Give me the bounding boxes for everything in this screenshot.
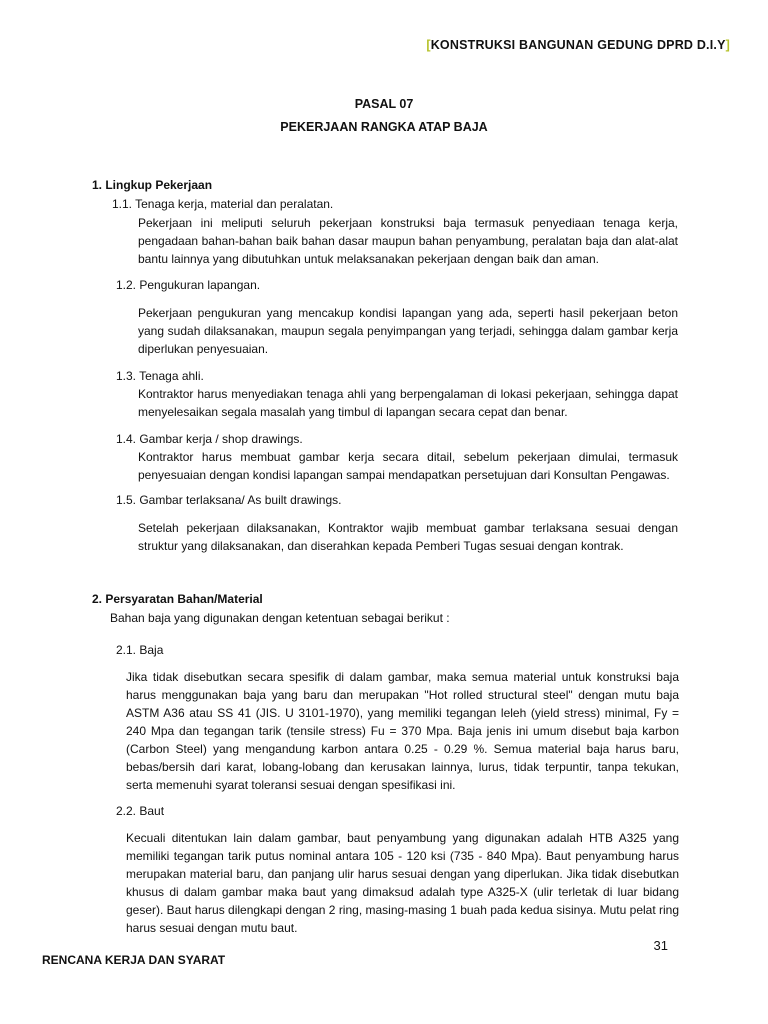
item-2-2-title: 2.2. Baut (116, 804, 165, 818)
item-1-1-text: Pekerjaan ini meliputi seluruh pekerjaan konstruksi baja termasuk penyediaan tenaga kerja, pengadaan bahan-bahan baik bahan dasar maupun bahan penyambung, peralatan baja dan alat-alat bantu lainnya yang dibutuhkan untuk melaksanakan pekerjaan dengan baik dan aman. (138, 216, 678, 266)
header-bracket-close: ] (725, 38, 730, 52)
item-2-2-text: Kecuali ditentukan lain dalam gambar, baut penyambung yang digunakan adalah HTB A325 yang memiliki tegangan tarik putus nominal antara 105 - 120 ksi (735 - 840 Mpa). Baut penyambung harus merupakan material baru, dan panjang ulir harus sesuai dengan yang diperlukan. Jika tidak disebutkan khusus di dalam gambar maka baut yang dimaksud adalah type A325-X (ulir terletak di luar bidang geser). Baut harus dilengkapi dengan 2 ring, masing-masing 1 buah pada kedua sisinya. Mutu pelat ring harus sesuai dengan mutu baut. (126, 831, 680, 935)
pasal-number: PASAL 07 (354, 97, 414, 111)
item-1-5-text: Setelah pekerjaan dilaksanakan, Kontraktor wajib membuat gambar terlaksana sesuai dengan struktur yang dilaksanakan, dan diserahkan kepada Pemberi Tugas sesuai dengan kontrak. (138, 521, 678, 553)
item-2-1-title: 2.1. Baja (116, 643, 164, 657)
section-1-heading: 1. Lingkup Pekerjaan (92, 178, 213, 192)
header-title: KONSTRUKSI BANGUNAN GEDUNG DPRD D.I.Y (430, 38, 726, 52)
item-1-2-title: 1.2. Pengukuran lapangan. (116, 278, 261, 292)
section-2-heading: 2. Persyaratan Bahan/Material (92, 592, 263, 606)
item-1-3-text: Kontraktor harus menyediakan tenaga ahli yang berpengalaman di lokasi pekerjaan, sehingga dapat menyelesaikan segala masalah yang timbul di lapangan secara cepat dan benar. (138, 387, 678, 419)
item-2-1-text: Jika tidak disebutkan secara spesifik di dalam gambar, maka semua material untuk konstruksi baja harus menggunakan baja yang baru dan merupakan "Hot rolled structural steel" dengan mutu baja ASTM A36 atau SS 41 (JIS. U 3101-1970), yang memiliki tegangan leleh (yield stress) minimal, Fy = 240 Mpa dan tegangan tarik (tensile stress) Fu = 370 Mpa. Baja jenis ini umum disebut baja karbon (Carbon Steel) yang mengandung karbon antara 0.25 - 0.29 %. Semua material baja harus baru, bebas/bersih dari karat, lobang-lobang dan kerusakan lainnya, lurus, tidak terpuntir, tanpa tekukan, serta memenuhi syarat toleransi sesuai dengan spesifikasi ini. (126, 670, 679, 792)
running-header (426, 38, 730, 52)
item-1-3-title: 1.3. Tenaga ahli. (116, 369, 204, 383)
item-1-2-text: Pekerjaan pengukuran yang mencakup kondisi lapangan yang ada, seperti hasil pekerjaan beton yang sudah dilaksanakan, maupun segala penyimpangan yang terjadi, sehingga dalam gambar kerja diperlukan penyesuaian. (138, 306, 678, 356)
item-1-1-title: 1.1. Tenaga kerja, material dan peralatan. (112, 197, 334, 211)
footer-title: RENCANA KERJA DAN SYARAT (42, 953, 226, 967)
item-1-4-title: 1.4. Gambar kerja / shop drawings. (116, 432, 303, 446)
pasal-title: PEKERJAAN RANGKA ATAP BAJA (280, 120, 488, 134)
item-1-4-text: Kontraktor harus membuat gambar kerja secara ditail, sebelum pekerjaan dimulai, termasuk penyesuaian dengan kondisi lapangan sampai mendapatkan persetujuan dari Konsultan Pengawas. (138, 450, 678, 482)
section-2-intro: Bahan baja yang digunakan dengan ketentuan sebagai berikut : (110, 611, 450, 625)
item-1-5-title: 1.5. Gambar terlaksana/ As built drawings. (116, 493, 342, 507)
header-bracket-open: [ (426, 38, 431, 52)
page-number: 31 (653, 938, 668, 953)
